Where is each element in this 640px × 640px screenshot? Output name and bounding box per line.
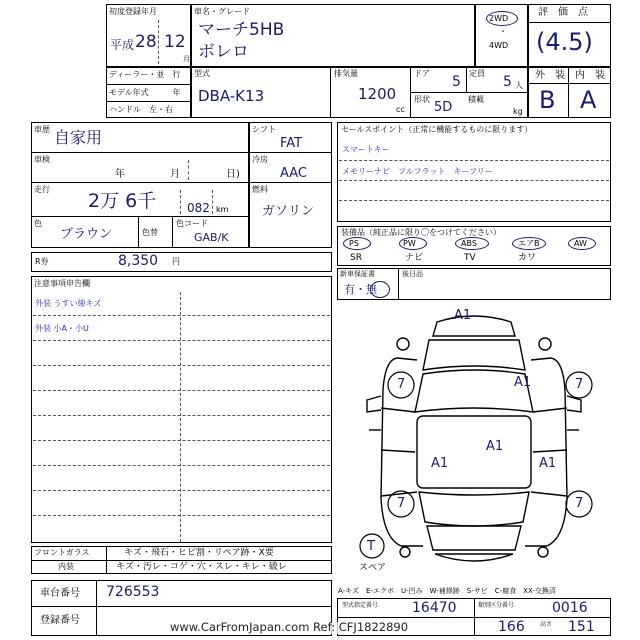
mileage-label: 走行	[34, 185, 50, 194]
note-item-2: 外装 小A・小U	[35, 324, 89, 333]
inspection-label: 車検	[34, 155, 50, 164]
recycle-label: R券	[35, 257, 49, 266]
notes-title: 注意事項申告欄	[34, 279, 90, 288]
dealer-label: ディーラー・並 行	[109, 70, 181, 79]
insp-month-unit: 月	[170, 169, 180, 180]
person-unit: 人	[515, 81, 523, 90]
watermark: www.CarFromJapan.com Ref: CFJ1822890	[170, 620, 409, 634]
notes-box	[31, 276, 332, 543]
type-spec-value: 16470	[412, 600, 457, 616]
score-value: (4.5)	[536, 28, 593, 56]
cc-unit: cc	[396, 105, 405, 114]
car-name: マーチ5HB	[198, 20, 285, 40]
month-unit: 月	[183, 55, 190, 63]
damage-hood: A1	[514, 375, 532, 390]
type-label: 型式	[194, 69, 210, 78]
damage-wheel-rl: 7	[397, 496, 406, 511]
chassis-value: 726553	[106, 584, 160, 600]
equipment-title: 装備品（純正品に限り〇をつけてください）	[341, 228, 501, 237]
category-num-label: 類別区分番号	[478, 602, 515, 609]
warranty-value: 有・無	[344, 283, 377, 296]
spare-label: スペア	[359, 563, 387, 573]
recycle-box	[31, 252, 332, 272]
fuel-label: 燃料	[252, 185, 268, 194]
interior-text: キズ・汚レ・コゲ・穴・スレ・キレ・破レ	[116, 562, 287, 572]
sales-title: セールスポイント（正常に機能するものに限ります）	[341, 125, 533, 134]
equip-navi: ナビ	[405, 253, 424, 263]
displacement-label: 排気量	[334, 69, 358, 78]
int-label: 内 装	[575, 70, 605, 81]
equip-airbag: エアB	[518, 239, 540, 248]
km-unit: km	[216, 205, 229, 214]
equip-ps: PS	[349, 239, 359, 248]
category-label: 車歴	[34, 125, 50, 134]
ext-grade: B	[539, 86, 556, 114]
ac-label: 冷房	[252, 155, 268, 164]
color-code-value: GAB/K	[194, 231, 229, 244]
category-value: 自家用	[54, 128, 103, 147]
sales-item-1: スマートキー	[342, 145, 390, 154]
reg-month: 12	[164, 32, 186, 52]
reg-label: 登録番号	[40, 615, 80, 626]
handle-label: ハンドル 左・右	[109, 105, 173, 114]
equip-abs: ABS	[461, 239, 477, 248]
color-label: 色	[34, 219, 42, 228]
shift-value: FAT	[280, 136, 303, 151]
height-value: 151	[568, 619, 595, 635]
first-reg-label: 初度登録年月	[109, 7, 157, 16]
type-spec-label: 型式指定番号	[342, 602, 379, 609]
shape-label: 形状	[414, 95, 430, 104]
equip-sr: SR	[350, 253, 362, 263]
glass-label: フロントガラス	[34, 548, 90, 557]
shift-label: シフト	[252, 125, 276, 134]
insp-day-unit: 日)	[226, 169, 240, 180]
spare-symbol: T	[367, 539, 375, 554]
type-value: DBA-K13	[198, 87, 265, 105]
drive-4wd: 4WD	[489, 41, 509, 50]
damage-wheel-fr: 7	[575, 377, 584, 392]
era: 平成	[110, 38, 135, 52]
color-value: ブラウン	[60, 227, 113, 242]
chassis-label: 車台番号	[40, 588, 80, 599]
mileage-value: 2万 6千	[88, 190, 157, 212]
displacement-value: 1200	[358, 85, 397, 103]
sales-item-2: メモリーナビ フルフラット キーフリー	[342, 167, 493, 176]
equip-aw: AW	[574, 239, 587, 248]
category-num-value: 0016	[552, 600, 588, 616]
capacity-value: 5	[503, 74, 512, 90]
note-item-1: 外装 うすい線キズ	[35, 299, 102, 308]
capacity-label: 定員	[469, 69, 485, 78]
yen-unit: 円	[172, 257, 180, 266]
damage-roof: A1	[486, 439, 504, 454]
ext-label: 外 装	[535, 70, 565, 81]
load-label: 積載	[468, 95, 484, 104]
car-grade: ボレロ	[198, 42, 249, 62]
damage-left-side: A1	[431, 456, 449, 471]
car-diagram	[337, 300, 611, 585]
interior-label: 内装	[58, 562, 74, 571]
int-grade: A	[580, 86, 597, 114]
insp-year-unit: 年	[115, 169, 125, 180]
score-label: 評 価 点	[538, 7, 588, 18]
model-year-label: モデル年式 年	[109, 88, 181, 97]
recycle-value: 8,350	[118, 253, 159, 269]
height-label: 高さ	[540, 621, 553, 628]
color-code-label: 色コード	[176, 219, 208, 228]
color-change-label: 色替	[142, 228, 158, 237]
warranty-label: 新車保証書	[340, 270, 375, 278]
damage-wheel-rr: 7	[575, 496, 584, 511]
mileage-sub: 082	[187, 201, 210, 215]
record-label: 後日品	[402, 270, 423, 278]
reg-year: 28	[135, 32, 157, 52]
door-label: ドア	[414, 69, 430, 78]
width-value: 166	[498, 619, 525, 635]
damage-wheel-fl: 7	[397, 377, 406, 392]
shape-value: 5D	[434, 100, 453, 115]
door-value: 5	[452, 74, 461, 90]
damage-right-side: A1	[539, 456, 557, 471]
ac-value: AAC	[280, 166, 307, 181]
kg-unit: kg	[513, 107, 523, 116]
equip-leather: カワ	[518, 253, 537, 263]
equip-tv: TV	[464, 253, 476, 263]
drive-2wd: 2WD	[489, 14, 509, 23]
damage-front-bumper: A1	[454, 308, 472, 323]
fuel-value: ガソリン	[262, 204, 315, 219]
glass-text: キズ・飛石・ヒビ割・リペア跡・X要	[124, 548, 274, 558]
equip-pw: PW	[403, 239, 416, 248]
car-name-label: 車名・グレード	[194, 7, 250, 16]
damage-codes: A-キズ E-エクボ U-凹み W-補修跡 S-サビ C-腐食 XX-交換済	[338, 587, 556, 595]
